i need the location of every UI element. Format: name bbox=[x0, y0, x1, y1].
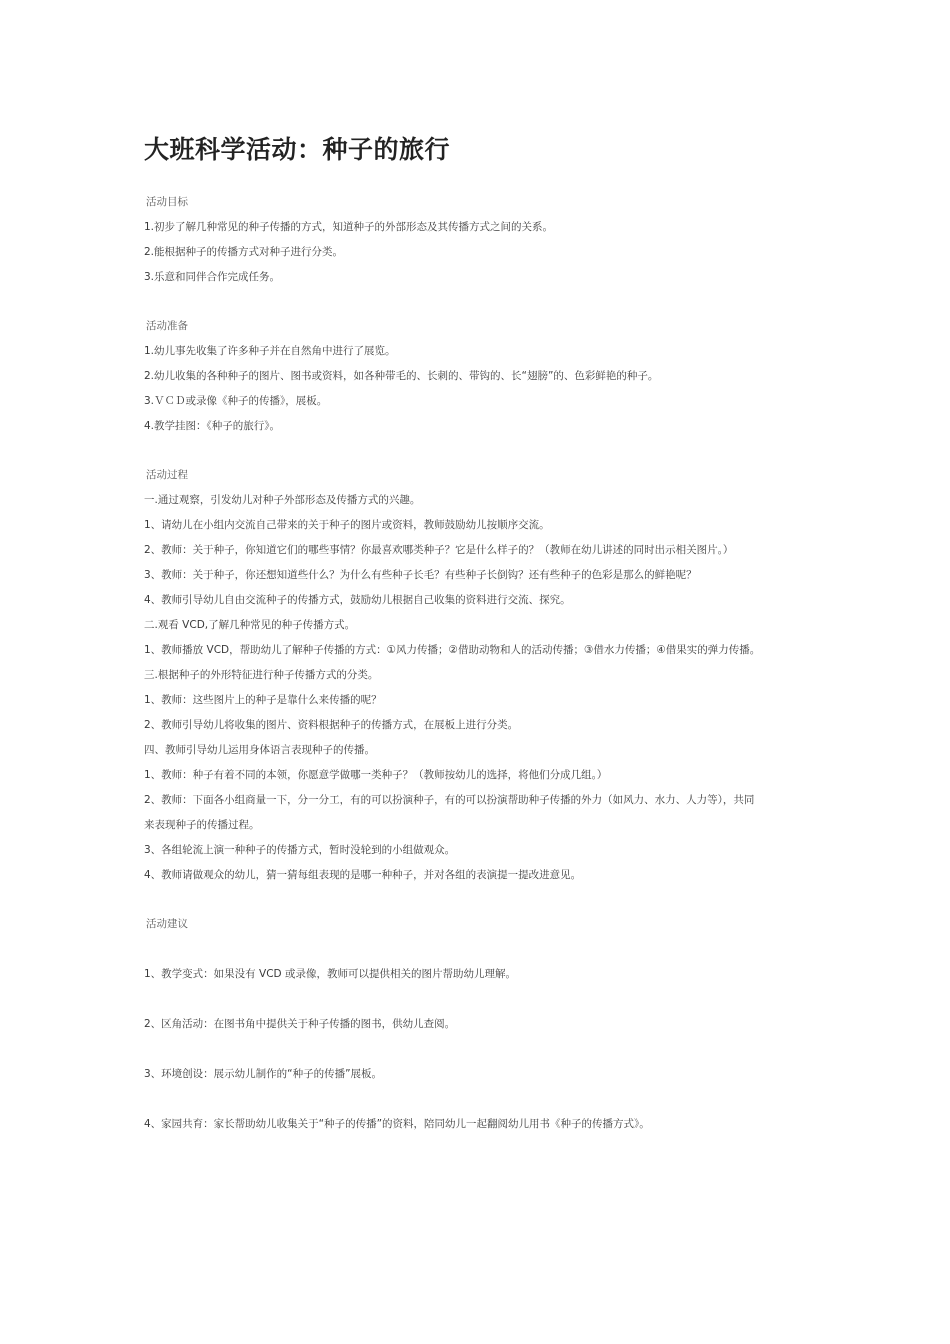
suggest-item: 4、家园共育：家长帮助幼儿收集关于“种子的传播”的资料，陪同幼儿一起翻阅幼儿用书《种子的传播方式》。 bbox=[144, 1118, 650, 1130]
process-item: 1、请幼儿在小组内交流自己带来的关于种子的图片或资料，教师鼓励幼儿按顺序交流。 bbox=[144, 519, 550, 531]
prep-item: 1.幼儿事先收集了许多种子并在自然角中进行了展览。 bbox=[144, 345, 396, 357]
goal-item: 1.初步了解几种常见的种子传播的方式，知道种子的外部形态及其传播方式之间的关系。 bbox=[144, 221, 554, 233]
process-item: 1、教师：种子有着不同的本领，你愿意学做哪一类种子？（教师按幼儿的选择，将他们分成几组。） bbox=[144, 769, 608, 781]
prep-item: 4.教学挂图：《种子的旅行》。 bbox=[144, 420, 281, 432]
page-title: 大班科学活动：种子的旅行 bbox=[144, 135, 451, 164]
process-item: 4、教师请做观众的幼儿，猜一猜每组表现的是哪一种种子，并对各组的表演提一提改进意见。 bbox=[144, 869, 582, 881]
process-item: 1、教师播放 VCD，帮助幼儿了解种子传播的方式：①风力传播；②借助动物和人的活动传播；③借水力传播；④借果实的弹力传播。 bbox=[144, 644, 761, 656]
prep-item: 2.幼儿收集的各种种子的图片、图书或资料，如各种带毛的、长刺的、带钩的、长“翅膀”的、色彩鲜艳的种子。 bbox=[144, 370, 659, 382]
process-item: 2、教师：下面各小组商量一下，分一分工，有的可以扮演种子，有的可以扮演帮助种子传播的外力（如风力、水力、人力等），共同 bbox=[144, 794, 755, 806]
section-heading-prep: 活动准备 bbox=[146, 320, 188, 332]
process-item: 二.观看 VCD,了解几种常见的种子传播方式。 bbox=[144, 619, 356, 631]
suggest-item: 1、教学变式：如果没有 VCD 或录像，教师可以提供相关的图片帮助幼儿理解。 bbox=[144, 968, 516, 980]
process-item: 一.通过观察，引发幼儿对种子外部形态及传播方式的兴趣。 bbox=[144, 494, 421, 506]
process-item: 来表现种子的传播过程。 bbox=[144, 819, 260, 831]
process-item: 1、教师：这些图片上的种子是靠什么来传播的呢？ bbox=[144, 694, 382, 706]
process-item: 2、教师引导幼儿将收集的图片、资料根据种子的传播方式，在展板上进行分类。 bbox=[144, 719, 519, 731]
process-item: 3、教师：关于种子，你还想知道些什么？为什么有些种子长毛？有些种子长倒钩？还有些种子的色彩是那么的鲜艳呢？ bbox=[144, 569, 697, 581]
process-item: 4、教师引导幼儿自由交流种子的传播方式，鼓励幼儿根据自己收集的资料进行交流、探究。 bbox=[144, 594, 571, 606]
process-item: 3、各组轮流上演一种种子的传播方式，暂时没轮到的小组做观众。 bbox=[144, 844, 456, 856]
section-heading-goals: 活动目标 bbox=[146, 196, 188, 208]
goal-item: 2.能根据种子的传播方式对种子进行分类。 bbox=[144, 246, 344, 258]
section-heading-suggest: 活动建议 bbox=[146, 918, 188, 930]
goal-item: 3.乐意和同伴合作完成任务。 bbox=[144, 271, 281, 283]
process-item: 2、教师：关于种子，你知道它们的哪些事情？你最喜欢哪类种子？它是什么样子的？（教师在幼儿讲述的同时出示相关图片。） bbox=[144, 544, 734, 556]
suggest-item: 2、区角活动：在图书角中提供关于种子传播的图书，供幼儿查阅。 bbox=[144, 1018, 456, 1030]
process-item: 四、教师引导幼儿运用身体语言表现种子的传播。 bbox=[144, 744, 375, 756]
section-heading-process: 活动过程 bbox=[146, 469, 188, 481]
prep-item: 3.ＶＣＤ或录像《种子的传播》，展板。 bbox=[144, 395, 328, 407]
process-item: 三.根据种子的外形特征进行种子传播方式的分类。 bbox=[144, 669, 379, 681]
suggest-item: 3、环境创设：展示幼儿制作的“种子的传播”展板。 bbox=[144, 1068, 383, 1080]
